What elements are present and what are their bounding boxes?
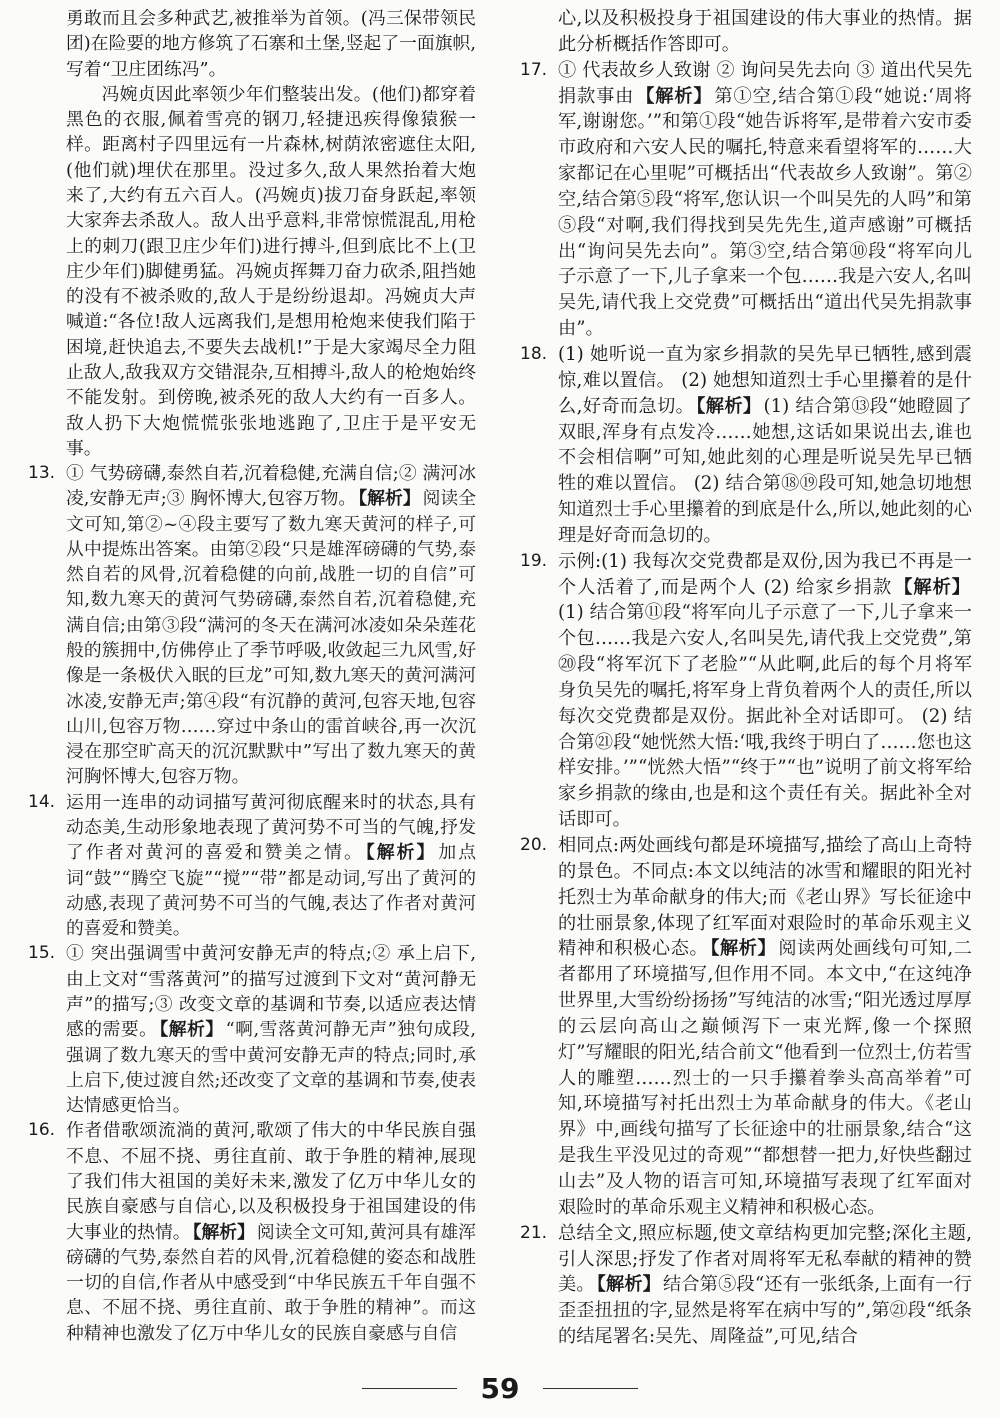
analysis-tag: 【解析】 bbox=[636, 85, 713, 107]
item-number: 20. bbox=[520, 835, 548, 855]
item-number: 13. bbox=[28, 463, 56, 484]
footer-rule-right bbox=[543, 1388, 638, 1389]
item-number: 21. bbox=[520, 1222, 548, 1243]
carry-over-text: 心,以及积极投身于祖国建设的伟大事业的热情。据此分析概括作答即可。 bbox=[558, 8, 972, 55]
analysis-text: 结合第⑤段“还有一张纸条,上面有一行歪歪扭扭的字,显然是将军在病中写的”,第㉑段“纸条的结尾署名:吴先、周隆益”,可见,结合 bbox=[558, 1274, 972, 1348]
translation-paragraph: 冯婉贞因此率领少年们整装出发。(他们)都穿着黑色的衣服,佩着雪亮的钢刀,轻捷迅疾得像猿猴一样。距离村子四里远有一片森林,树荫浓密遮住太阳,(他们就)埋伏在那里。没过多久,敌人果然抬着大炮来了,大约有五六百人。(冯婉贞)拔刀奋身跃起,率领大家奔去杀敌人。敌人出乎意料,非常惊慌混乱,用枪上的刺刀(跟卫庄少年们)进行搏斗,但到底比不上(卫庄少年们)脚健勇猛。冯婉贞挥舞刀奋力砍杀,阻挡她的没有不被杀败的,敌人于是纷纷退却。冯婉贞大声喊道:“各位!敌人远离我们,是想用枪炮来使我们陷于困境,赶快追去,不要失去战机!”于是大家竭尽全力阻止敌人,敌我双方交错混杂,互相搏斗,敌人的枪炮始终不能发射。到傍晚,被杀死的敌人大约有一百多人。敌人扔下大炮慌慌张张地逃跑了,卫庄于是平安无事。 bbox=[66, 83, 476, 459]
answer-item-19 bbox=[520, 549, 972, 833]
answer-item-16 bbox=[28, 1118, 476, 1346]
page-footer bbox=[0, 1372, 1000, 1405]
analysis-text: (1) 结合第⑪段“将军向儿子示意了一下,儿子拿来一个包……我是六安人,名叫吴先,请代我上交党费”,第⑳段“将军沉下了老脸”“从此啊,此后的每个月将军身负吴先的嘱托,将军身上背负着两个人的责任,所以每次交党费都是双份。据此补全对话即可。 (2) 结合第㉑段“她恍然大悟:‘哦,我终于明白了……您也这样安排。’”“恍然大悟”“终于”“也”说明了前文将军给家乡捐款的缘由,也是和这个责任有关。据此补全对话即可。 bbox=[558, 602, 972, 831]
answer-text: 作者借歌颂流淌的黄河,歌颂了伟大的中华民族自强不息、不屈不挠、勇往直前、敢于争胜的精神,展现了我们伟大祖国的美好未来,激发了亿万中华儿女的民族自豪感与自信心,以及积极投身于祖国建设的伟大事业的热情。 bbox=[66, 1120, 476, 1243]
analysis-tag: 【解析】 bbox=[365, 842, 437, 864]
answer-item-18 bbox=[520, 342, 972, 549]
carry-over-text: 勇敢而且会多种武艺,被推举为首领。(冯三保带领民团)在险要的地方修筑了石寨和土堡,竖起了一面旗帜,写着“卫庄团练冯”。 bbox=[66, 8, 476, 80]
answer-item-20 bbox=[520, 833, 972, 1221]
analysis-tag: 【解析】 bbox=[159, 1019, 224, 1041]
answer-item-21 bbox=[520, 1221, 972, 1350]
answer-item-14 bbox=[28, 790, 476, 942]
answer-item-13 bbox=[28, 461, 476, 790]
answer-text: 示例:(1) 我每次交党费都是双份,因为我已不再是一个人活着了,而是两个人 (2) 给家乡捐款 bbox=[558, 550, 972, 598]
left-column bbox=[28, 6, 476, 1346]
answer-text: ① 气势磅礴,泰然自若,沉着稳健,充满自信;② 满河冰凌,安静无声;③ 胸怀博大,包容万物。 bbox=[66, 463, 476, 510]
item-number: 14. bbox=[28, 791, 56, 812]
answer-text: ① 突出强调雪中黄河安静无声的特点;② 承上启下,由上文对“雪落黄河”的描写过渡到下文对“黄河静无声”的描写;③ 改变文章的基调和节奏,以适应表达情感的需要。 bbox=[66, 943, 476, 1041]
analysis-text: 阅读全文可知,黄河具有雄浑磅礴的气势,泰然自若的风骨,沉着稳健的姿态和战胜一切的自信,作者从中感受到“中华民族五千年自强不息、不屈不挠、勇往直前、敢于争胜的精神”。而这种精神也激发了亿万中华儿女的民族自豪感与自信 bbox=[66, 1221, 476, 1344]
analysis-tag: 【解析】 bbox=[358, 488, 421, 510]
analysis-tag: 【解析】 bbox=[192, 1221, 255, 1243]
footer-rule-left bbox=[362, 1388, 457, 1389]
item-number: 19. bbox=[520, 550, 548, 571]
item-number: 15. bbox=[28, 943, 56, 964]
answer-text: 运用一连串的动词描写黄河彻底醒来时的状态,具有动态美,生动形象地表现了黄河势不可当的气魄,抒发了作者对黄河的喜爱和赞美之情。 bbox=[66, 791, 476, 864]
analysis-text: 第①空,结合第①段“她说:‘周将军,谢谢您。’”和第①段“她告诉将军,是带着六安市委市政府和六安人民的嘱托,特意来看望将军的……大家都记在心里呢”可概括出“代表故乡人致谢”。第②空,结合第⑤段“将军,您认识一个叫吴先的人吗”和第⑤段“对啊,我们得找到吴先先生,道声感谢”可概括出“询问吴先去向”。第③空,结合第⑩段“将军向儿子示意了一下,儿子拿来一个包……我是六安人,名叫吴先,请代我上交党费”可概括出“道出代吴先捐款事由”。 bbox=[558, 85, 972, 340]
analysis-tag: 【解析】 bbox=[596, 1274, 662, 1296]
answer-text: ① 代表故乡人致谢 ② 询问吴先去向 ③ 道出代吴先捐款事由 bbox=[558, 59, 972, 107]
item-number: 17. bbox=[520, 59, 548, 80]
page-number: 59 bbox=[480, 1372, 520, 1405]
analysis-text: (1) 结合第⑬段“她瞪圆了双眼,浑身有点发冷……她想,这话如果说出去,谁也不会相信啊”可知,她此刻的心理是听说吴先早已牺牲的难以置信。 (2) 结合第⑱⑲段可知,她急切地想知道烈士手心里攥着的到底是什么,所以,她此刻的心理是好奇而急切的。 bbox=[558, 395, 972, 546]
analysis-text: “啊,雪落黄河静无声”独句成段,强调了数九寒天的雪中黄河安静无声的特点;同时,承上启下,使过渡自然;还改变了文章的基调和节奏,使表达情感更恰当。 bbox=[66, 1019, 476, 1117]
answer-text: 相同点:两处画线句都是环境描写,描绘了高山上奇特的景色。不同点:本文以纯洁的冰雪和耀眼的阳光衬托烈士为革命献身的伟大;而《老山界》写长征途中的壮丽景象,体现了红军面对艰险时的革命乐观主义精神和积极心态。 bbox=[558, 835, 972, 960]
analysis-text: 阅读两处画线句可知,二者都用了环境描写,但作用不同。本文中,“在这纯净世界里,大雪纷纷扬扬”写纯洁的冰雪;“阳光透过厚厚的云层向高山之巅倾泻下一束光辉,像一个探照灯”写耀眼的阳光,结合前文“他看到一位烈士,仿若雪人的雕塑……烈士的一只手攥着拳头高高举着”可知,环境描写衬托出烈士为革命献身的伟大。《老山界》中,画线句描写了长征途中的壮丽景象,结合“这是我生平没见过的奇观”“都想替一把力,好快些翻过山去”及人物的语言可知,环境描写表现了红军面对艰险时的革命乐观主义精神和积极心态。 bbox=[558, 938, 972, 1218]
right-column bbox=[520, 6, 972, 1350]
answer-text: (1) 她听说一直为家乡捐款的吴先早已牺牲,感到震惊,难以置信。 (2) 她想知道烈士手心里攥着的是什么,好奇而急切。 bbox=[558, 343, 972, 417]
analysis-tag: 【解析】 bbox=[696, 395, 762, 417]
item-number: 16. bbox=[28, 1120, 56, 1141]
answer-text: 总结全文,照应标题,使文章结构更加完整;深化主题,引人深思;抒发了作者对周将军无私奉献的精神的赞美。 bbox=[558, 1222, 972, 1296]
analysis-tag: 【解析】 bbox=[894, 576, 970, 598]
answer-item-15 bbox=[28, 941, 476, 1118]
analysis-tag: 【解析】 bbox=[710, 938, 777, 960]
answer-item-17 bbox=[520, 58, 972, 342]
analysis-text: 加点词“鼓”“腾空飞旋”“搅”“带”都是动词,写出了黄河的动感,表现了黄河势不可当的气魄,表达了作者对黄河的喜爱和赞美。 bbox=[66, 842, 476, 940]
analysis-text: 阅读全文可知,第②~④段主要写了数九寒天黄河的样子,可从中提炼出答案。由第②段“只是雄浑磅礴的气势,泰然自若的风骨,沉着稳健的向前,战胜一切的自信”可知,数九寒天的黄河气势磅礴,泰然自若,沉着稳健,充满自信;由第③段“满河的冬天在满河冰凌如朵朵莲花般的簇拥中,仿佛停止了季节呼吸,收敛起三九风雪,好像是一条极伏入眠的巨龙”可知,数九寒天的黄河满河冰凌,安静无声;第④段“有沉静的黄河,包容天地,包容山川,包容万物……穿过中条山的雷首峡谷,再一次沉浸在那空旷高天的沉沉默默中”写出了数九寒天的黄河胸怀博大,包容万物。 bbox=[66, 488, 476, 788]
item-number: 18. bbox=[520, 343, 548, 364]
